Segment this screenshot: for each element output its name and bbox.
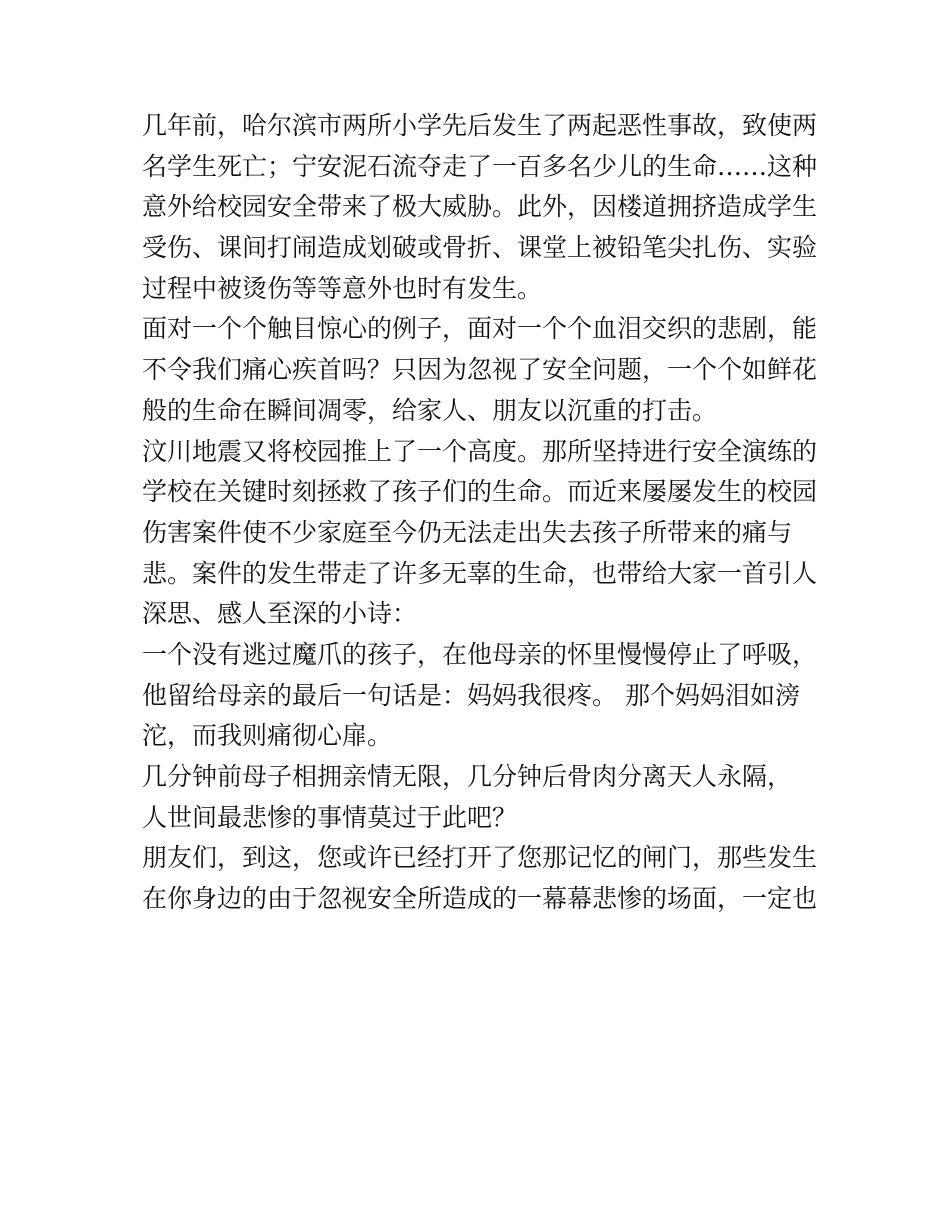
text-line: 受伤、课间打闹造成划破或骨折、课堂上被铅笔尖扎伤、实验 — [142, 233, 818, 263]
body-text — [142, 106, 822, 920]
text-line: 悲。案件的发生带走了许多无辜的生命，也带给大家一首引人 — [142, 558, 818, 588]
text-line: 汶川地震又将校园推上了一个高度。那所坚持进行安全演练的 — [142, 436, 818, 466]
text-line: 几年前，哈尔滨市两所小学先后发生了两起恶性事故，致使两 — [142, 111, 818, 140]
text-line: 伤害案件使不少家庭至今仍无法走出失去孩子所带来的痛与 — [142, 517, 793, 547]
text-line: 过程中被烫伤等等意外也时有发生。 — [142, 273, 543, 303]
text-line: 意外给校园安全带来了极大威胁。此外，因楼道拥挤造成学生 — [142, 192, 818, 222]
text-line: 朋友们，到这，您或许已经打开了您那记忆的闸门，那些发生 — [142, 843, 818, 873]
text-line: 般的生命在瞬间凋零，给家人、朋友以沉重的打击。 — [142, 395, 718, 425]
text-line: 沱，而我则痛彻心扉。 — [142, 721, 393, 751]
text-line: 几分钟前母子相拥亲情无限，几分钟后骨肉分离天人永隔， — [142, 762, 793, 791]
text-line: 他留给母亲的最后一句话是：妈妈我很疼。 那个妈妈泪如滂 — [142, 680, 800, 710]
text-line: 学校在关键时刻拯救了孩子们的生命。而近来屡屡发生的校园 — [142, 477, 818, 507]
text-line: 在你身边的由于忽视安全所造成的一幕幕悲惨的场面，一定也 — [142, 884, 818, 914]
text-line: 面对一个个触目惊心的例子，面对一个个血泪交织的悲剧，能 — [142, 314, 818, 344]
text-line: 深思、感人至深的小诗： — [142, 599, 418, 629]
text-line: 名学生死亡；宁安泥石流夺走了一百多名少儿的生命……这种 — [142, 151, 818, 181]
text-line: 一个没有逃过魔爪的孩子，在他母亲的怀里慢慢停止了呼吸， — [142, 639, 818, 669]
text-line: 不令我们痛心疾首吗？只因为忽视了安全问题，一个个如鲜花 — [142, 355, 818, 385]
text-line: 人世间最悲惨的事情莫过于此吧？ — [142, 802, 518, 832]
